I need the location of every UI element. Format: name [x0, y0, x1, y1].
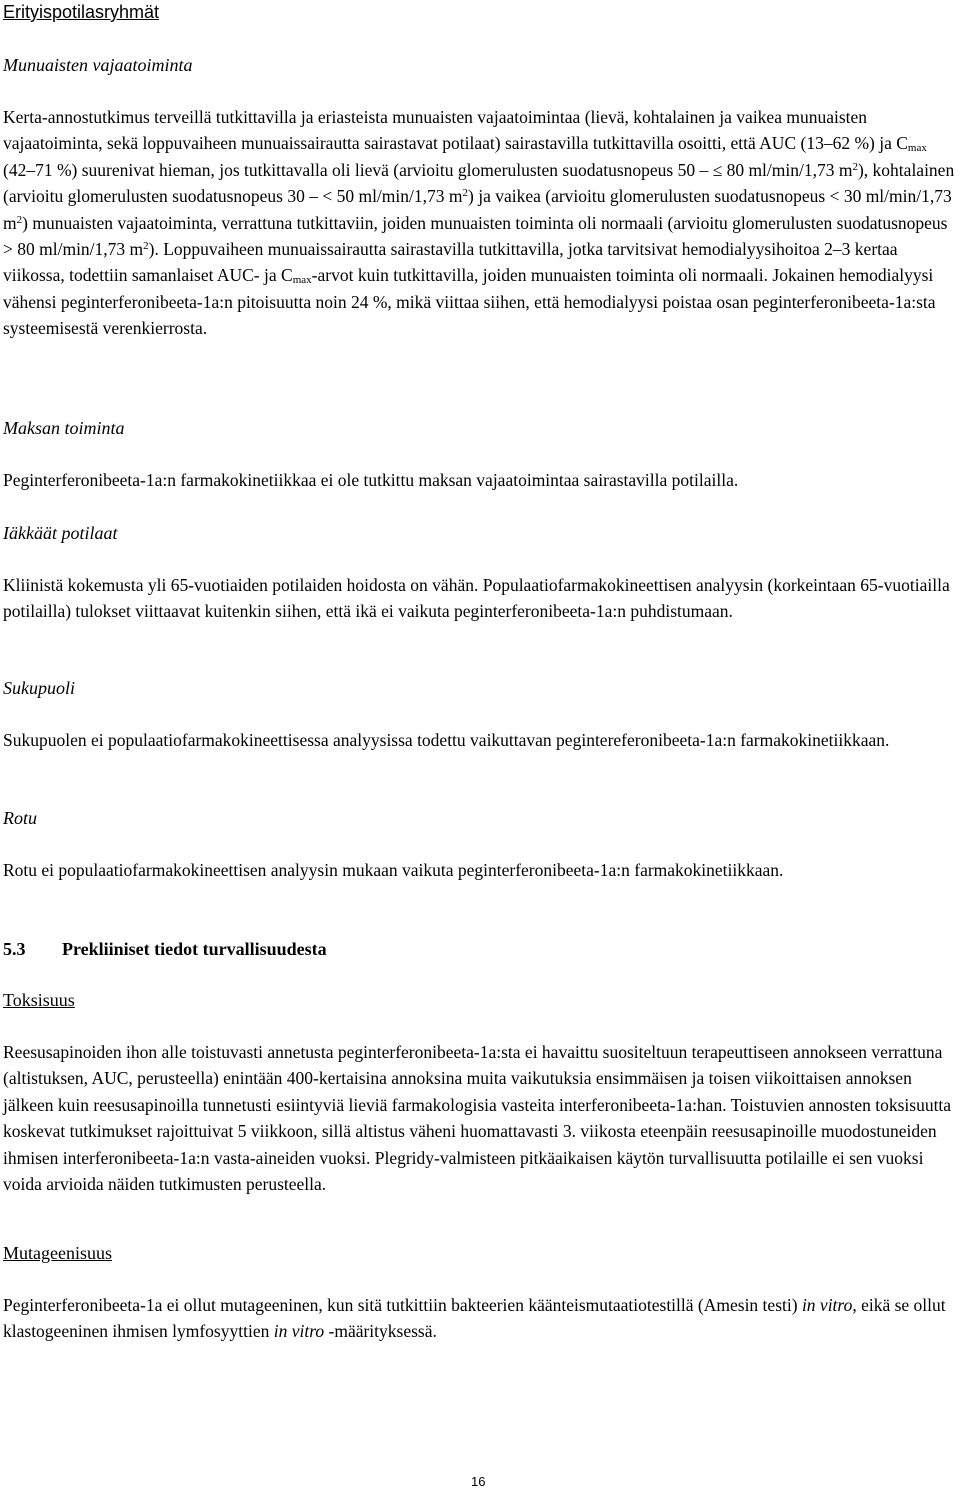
renal-text-e: ) munuaisten vajaatoiminta, verrattuna tutkittaviin, joiden munuaisten toiminta oli normaali (arvioitu glomerulusten suodatusnopeus > 80 ml/min/1,73 m	[3, 212, 948, 260]
mutagenicity-italic-2: in vitro	[273, 1321, 325, 1342]
renal-sup-1: 2	[852, 160, 858, 173]
renal-sub-max-1: max	[907, 142, 927, 155]
mutagenicity-text-c: -määrityksessä.	[324, 1321, 437, 1342]
paragraph-mutagenicity	[3, 1292, 955, 1345]
mutagenicity-text-a: Peginterferonibeeta-1a ei ollut mutageeninen, kun sitä tutkittiin bakteerien käänteismutaatiotestillä (Amesin testi)	[3, 1295, 802, 1315]
heading-race: Rotu	[3, 808, 37, 828]
renal-sup-3: 2	[16, 213, 23, 226]
renal-sup-4: 2	[143, 240, 149, 253]
paragraph-hepatic-function: Peginterferonibeeta-1a:n farmakokinetiikkaa ei ole tutkittu maksan vajaatoimintaa sairastavilla potilailla.	[3, 470, 739, 490]
page-number: 16	[471, 1474, 486, 1489]
paragraph-toxicity: Reesusapinoiden ihon alle toistuvasti annetusta peginterferonibeeta-1a:sta ei havaittu suositeltuun terapeuttiseen annokseen verrattuna (altistuksen, AUC, perusteella) enintään 400-kertaisina annoksina muita vaikutuksia ensimmäisen ja toisen viikoittaisen annoksen jälkeen kuin reesusapinoilla tunnetusti esiintyviä lieviä farmakologisia vasteita interferonibeeta-1a:han. Toistuvien annosten toksisuutta koskevat tutkimukset rajoittuivat 5 viikkoon, sillä altistus väheni huomattavasti 3. viikosta eteenpäin reesusapinoille muodostuneiden ihmisen interferonibeeta-1a:n vasta-aineiden vuoksi. Plegridy-valmisteen pitkäaikaisen käytön turvallisuutta potilaille ei sen vuoksi voida arvioida näiden tutkimusten perusteella.	[3, 1042, 952, 1195]
heading-renal-impairment: Munuaisten vajaatoiminta	[3, 55, 193, 75]
paragraph-elderly: Kliinistä kokemusta yli 65-vuotiaiden potilaiden hoidosta on vähän. Populaatiofarmakokineettisen analyysin (korkeintaan 65-vuotiailla potilailla) tulokset viittaavat kuitenkin siihen, että ikä ei vaikuta peginterferonibeeta-1a:n puhdistumaan.	[3, 575, 950, 622]
heading-elderly: Iäkkäät potilaat	[3, 523, 118, 543]
renal-text-b: (42–71 %) suurenivat hieman, jos tutkittavalla oli lievä (arvioitu glomerulusten suodatusnopeus 50 – ≤ 80 ml/min/1,73 m	[3, 159, 853, 180]
paragraph-renal-impairment	[3, 104, 955, 342]
renal-text-a: Kerta-annostutkimus terveillä tutkittavilla ja eriasteista munuaisten vajaatoimintaa (lievä, kohtalainen ja vaikea munuaisten vajaatoiminta, sekä loppuvaiheen munuaissairautta sairastavat potilaat) sairastavilla tutkittavilla osoitti, että AUC (13–62 %) ja C	[3, 107, 908, 154]
mutagenicity-text-b: , eikä se ollut klastogeeninen ihmisen lymfosyyttien	[3, 1295, 946, 1342]
paragraph-race: Rotu ei populaatiofarmakokineettisen analyysin mukaan vaikuta peginterferonibeeta-1a:n farmakokinetiikkaan.	[3, 860, 784, 880]
renal-sub-max-2: max	[292, 274, 312, 287]
renal-text-g: -arvot kuin tutkittavilla, joiden munuaisten toiminta oli normaali. Jokainen hemodialyysi vähensi peginterferonibeeta-1a:n pitoisuutta noin 24 %, mikä viittaa siihen, että hemodialyysi poistaa osan peginterferonibeeta-1a:sta systeemisestä verenkierrosta.	[3, 265, 936, 339]
section-title-preclinical: Prekliiniset tiedot turvallisuudesta	[62, 939, 327, 959]
renal-text-c: ), kohtalainen (arvioitu glomerulusten suodatusnopeus 30 – < 50 ml/min/1,73 m	[3, 159, 955, 207]
renal-text-f: ). Loppuvaiheen munuaissairautta sairastavilla tutkittavilla, jotka tarvitsivat hemodialyysihoitoa 2–3 kertaa viikossa, todettiin samanlaiset AUC- ja C	[3, 239, 898, 286]
mutagenicity-italic-1: in vitro	[801, 1295, 853, 1315]
heading-toxicity: Toksisuus	[3, 990, 75, 1010]
section-number: 5.3	[3, 939, 26, 959]
section-title-special-populations: Erityispotilasryhmät	[3, 2, 160, 22]
paragraph-gender: Sukupuolen ei populaatiofarmakokineettisessa analyysissa todettu vaikuttavan pegintereferonibeeta-1a:n farmakokinetiikkaan.	[3, 730, 890, 750]
heading-gender: Sukupuoli	[3, 678, 75, 698]
renal-sup-2: 2	[462, 187, 468, 200]
heading-mutagenicity: Mutageenisuus	[3, 1243, 112, 1263]
renal-text-d: ) ja vaikea (arvioitu glomerulusten suodatusnopeus < 30 ml/min/1,73 m	[3, 186, 952, 233]
heading-hepatic-function: Maksan toiminta	[3, 418, 125, 438]
